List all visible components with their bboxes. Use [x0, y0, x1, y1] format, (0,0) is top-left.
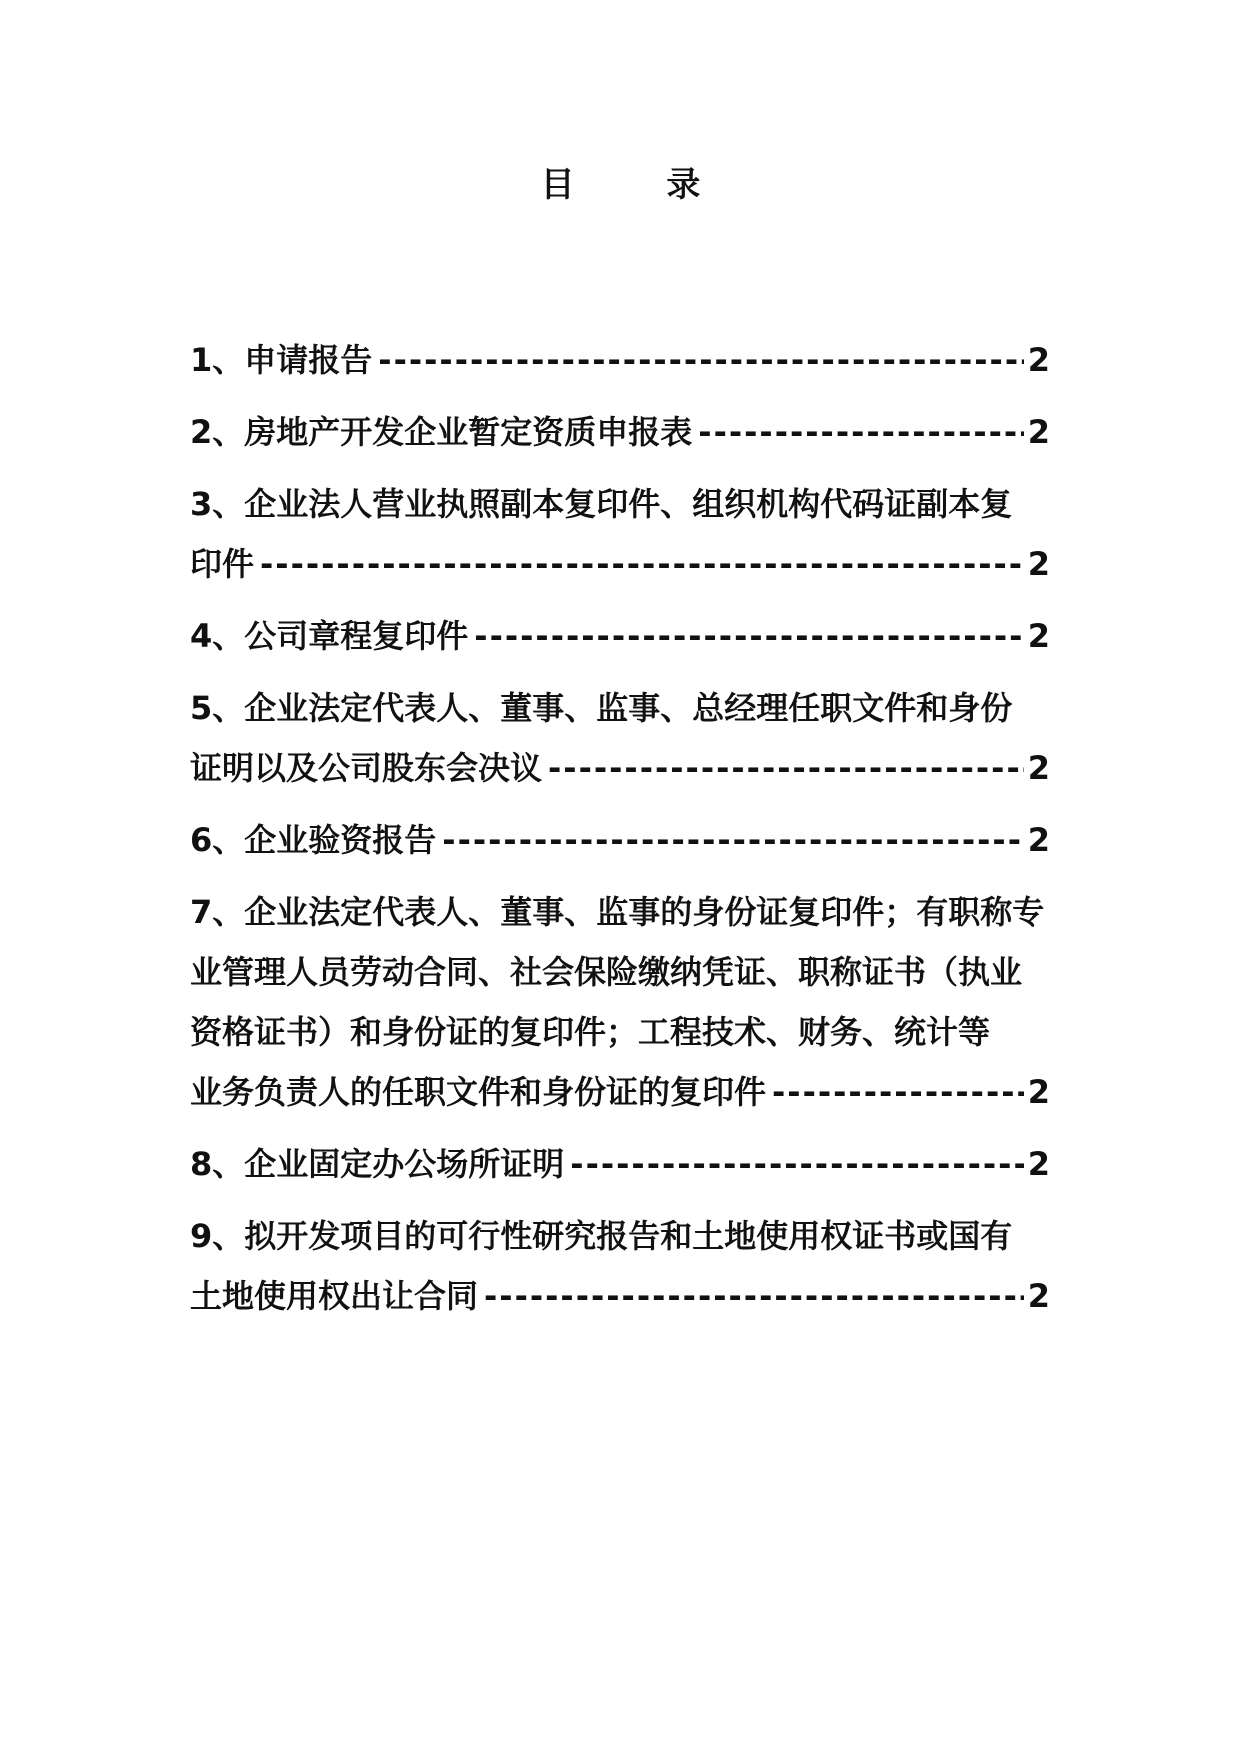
toc-entry-text: 7、企业法定代表人、董事、监事的身份证复印件；有职称专业管理人员劳动合同、社会保险缴纳凭证、职称证书（执业资格证书）和身份证的复印件；工程技术、财务、统计等: [190, 893, 1045, 1051]
toc-leader: [698, 402, 1023, 462]
toc-entry-title: 印件: [190, 545, 255, 583]
toc-entry[interactable]: [190, 330, 1050, 390]
toc-entry-text: 5、企业法定代表人、董事、监事、总经理任职文件和身份: [190, 689, 1013, 727]
toc-page-number: 2: [1027, 749, 1050, 787]
toc-leader: [570, 1134, 1023, 1194]
toc-leader: [442, 810, 1023, 870]
toc-page-number: 2: [1027, 341, 1050, 379]
toc-entry[interactable]: [190, 882, 1050, 1122]
toc-entry[interactable]: [190, 678, 1050, 798]
toc-entry-line: [190, 810, 1050, 870]
toc-entry[interactable]: [190, 474, 1050, 594]
toc-entry[interactable]: [190, 402, 1050, 462]
toc-list: [190, 330, 1050, 1338]
toc-page-number: 2: [1027, 1073, 1050, 1111]
toc-page-number: 2: [1027, 821, 1050, 859]
toc-entry[interactable]: [190, 1134, 1050, 1194]
toc-leader: [260, 534, 1024, 594]
toc-entry-line: [190, 1134, 1050, 1194]
toc-leader: [772, 1062, 1024, 1122]
toc-entry-text: 9、拟开发项目的可行性研究报告和土地使用权证书或国有: [190, 1217, 1013, 1255]
toc-entry-title: 6、企业验资报告: [190, 821, 437, 859]
toc-entry-line: [190, 606, 1050, 666]
toc-entry-line: [190, 534, 1050, 594]
toc-entry-line: [190, 1266, 1050, 1326]
toc-entry[interactable]: [190, 810, 1050, 870]
toc-entry-title: 证明以及公司股东会决议: [190, 749, 543, 787]
toc-entry-title: 2、房地产开发企业暂定资质申报表: [190, 413, 693, 451]
toc-entry-title: 1、申请报告: [190, 341, 373, 379]
toc-entry[interactable]: [190, 606, 1050, 666]
toc-entry-title: 土地使用权出让合同: [190, 1277, 479, 1315]
toc-leader: [378, 330, 1023, 390]
toc-page-number: 2: [1027, 545, 1050, 583]
toc-entry-line: [190, 330, 1050, 390]
toc-leader: [548, 738, 1024, 798]
toc-entry-title: 4、公司章程复印件: [190, 617, 469, 655]
toc-page-number: 2: [1027, 617, 1050, 655]
toc-entry-title: 8、企业固定办公场所证明: [190, 1145, 565, 1183]
toc-page-number: 2: [1027, 413, 1050, 451]
toc-page-number: 2: [1027, 1145, 1050, 1183]
toc-leader: [484, 1266, 1024, 1326]
toc-entry-title: 业务负责人的任职文件和身份证的复印件: [190, 1073, 767, 1111]
toc-entry-line: [190, 738, 1050, 798]
toc-entry[interactable]: [190, 1206, 1050, 1326]
toc-entry-line: [190, 1062, 1050, 1122]
toc-page-number: 2: [1027, 1277, 1050, 1315]
toc-entry-text: 3、企业法人营业执照副本复印件、组织机构代码证副本复: [190, 485, 1013, 523]
toc-leader: [474, 606, 1023, 666]
toc-title: 目 录: [540, 165, 741, 205]
toc-entry-line: [190, 402, 1050, 462]
